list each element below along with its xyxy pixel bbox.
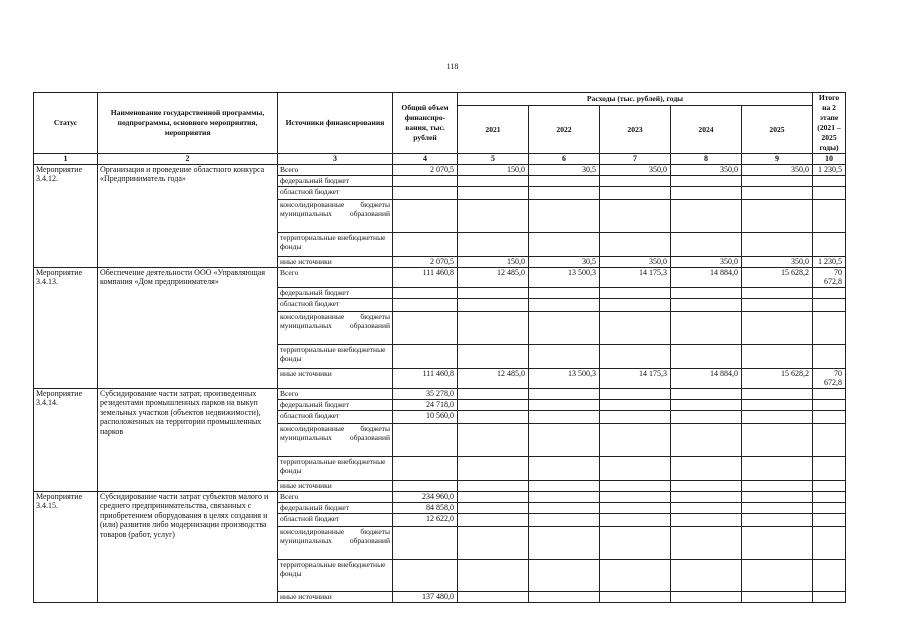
- header-year: 2025: [742, 106, 813, 154]
- itogo-cell: 70 672,8: [813, 368, 846, 388]
- year-value-cell: [742, 480, 813, 491]
- year-value-cell: [671, 388, 742, 399]
- page-number: 118: [446, 62, 459, 71]
- year-value-cell: [671, 513, 742, 526]
- year-value-cell: 150,0: [458, 164, 529, 175]
- source-cell: территориальные внебюджетные фонды: [278, 456, 393, 480]
- itogo-cell: [813, 199, 846, 232]
- col-number: 6: [529, 154, 600, 165]
- year-value-cell: [671, 399, 742, 410]
- year-value-cell: [742, 232, 813, 256]
- year-value-cell: [458, 199, 529, 232]
- year-value-cell: [458, 456, 529, 480]
- year-value-cell: [529, 232, 600, 256]
- year-value-cell: [671, 199, 742, 232]
- source-cell: федеральный бюджет: [278, 399, 393, 410]
- year-value-cell: [671, 287, 742, 298]
- itogo-cell: [813, 344, 846, 368]
- header-sources: Источники финансирования: [278, 93, 393, 154]
- total-cell: [393, 423, 458, 456]
- source-cell: федеральный бюджет: [278, 287, 393, 298]
- year-value-cell: [742, 456, 813, 480]
- year-value-cell: 350,0: [742, 164, 813, 175]
- year-value-cell: [742, 502, 813, 513]
- itogo-cell: [813, 399, 846, 410]
- year-value-cell: [671, 232, 742, 256]
- year-value-cell: [458, 344, 529, 368]
- year-value-cell: [600, 311, 671, 344]
- total-cell: 137 480,0: [393, 591, 458, 602]
- year-value-cell: [671, 591, 742, 602]
- year-value-cell: [742, 410, 813, 423]
- source-cell: федеральный бюджет: [278, 502, 393, 513]
- table-body: [34, 154, 846, 603]
- year-value-cell: [742, 388, 813, 399]
- header-expenses: Расходы (тыс. рублей), годы: [458, 93, 813, 106]
- total-cell: [393, 559, 458, 591]
- year-value-cell: [529, 186, 600, 199]
- source-cell: иные источники: [278, 480, 393, 491]
- source-cell: федеральный бюджет: [278, 175, 393, 186]
- event-name-cell: Обеспечение деятельности ООО «Управляющая компания «Дом предпринимателя»: [98, 267, 278, 388]
- year-value-cell: [600, 423, 671, 456]
- year-value-cell: [600, 502, 671, 513]
- itogo-cell: [813, 559, 846, 591]
- source-cell: областной бюджет: [278, 410, 393, 423]
- year-value-cell: [529, 423, 600, 456]
- year-value-cell: 14 884,0: [671, 267, 742, 287]
- source-cell: иные источники: [278, 368, 393, 388]
- event-name-cell: Субсидирование части затрат субъектов малого и среднего предпринимательства, связанных с приобретением оборудования в целях создания и (или) развития либо модернизации производства товаров (работ, услуг): [98, 491, 278, 602]
- year-value-cell: [600, 559, 671, 591]
- year-value-cell: [600, 399, 671, 410]
- col-number: 9: [742, 154, 813, 165]
- col-number: 7: [600, 154, 671, 165]
- event-name-cell: Организация и проведение областного конкурса «Предприниматель года»: [98, 164, 278, 267]
- table-row: [34, 267, 846, 287]
- col-number: 2: [98, 154, 278, 165]
- year-value-cell: [671, 559, 742, 591]
- year-value-cell: [458, 591, 529, 602]
- financing-table: [33, 92, 846, 603]
- table-row: [34, 491, 846, 502]
- year-value-cell: [458, 298, 529, 311]
- source-cell: консолидированные бюджеты муниципальных образований: [278, 311, 393, 344]
- source-cell: иные источники: [278, 591, 393, 602]
- year-value-cell: [529, 502, 600, 513]
- header-name: Наименование государственной программы, подпрограммы, основного мероприятия, мероприятия: [98, 93, 278, 154]
- year-value-cell: 350,0: [671, 256, 742, 267]
- source-cell: областной бюджет: [278, 298, 393, 311]
- year-value-cell: [529, 388, 600, 399]
- year-value-cell: 13 500,3: [529, 368, 600, 388]
- itogo-cell: [813, 186, 846, 199]
- year-value-cell: [458, 175, 529, 186]
- year-value-cell: [458, 423, 529, 456]
- total-cell: 234 960,0: [393, 491, 458, 502]
- total-cell: 2 070,5: [393, 256, 458, 267]
- col-number: 10: [813, 154, 846, 165]
- total-cell: [393, 456, 458, 480]
- itogo-cell: [813, 410, 846, 423]
- year-value-cell: [671, 423, 742, 456]
- itogo-cell: [813, 480, 846, 491]
- year-value-cell: [458, 480, 529, 491]
- year-value-cell: 12 485,0: [458, 267, 529, 287]
- year-value-cell: [742, 559, 813, 591]
- total-cell: 12 622,0: [393, 513, 458, 526]
- itogo-cell: 1 230,5: [813, 256, 846, 267]
- itogo-cell: [813, 591, 846, 602]
- source-cell: областной бюджет: [278, 513, 393, 526]
- total-cell: 35 278,0: [393, 388, 458, 399]
- itogo-cell: [813, 526, 846, 559]
- itogo-cell: [813, 311, 846, 344]
- total-cell: [393, 175, 458, 186]
- year-value-cell: [742, 199, 813, 232]
- year-value-cell: 15 628,2: [742, 267, 813, 287]
- status-cell: Мероприятие 3.4.15.: [34, 491, 98, 602]
- total-cell: 84 858,0: [393, 502, 458, 513]
- col-number: 1: [34, 154, 98, 165]
- table-row: [34, 388, 846, 399]
- itogo-cell: [813, 388, 846, 399]
- year-value-cell: [458, 502, 529, 513]
- source-cell: Всего: [278, 267, 393, 287]
- year-value-cell: [458, 513, 529, 526]
- year-value-cell: [742, 491, 813, 502]
- year-value-cell: [458, 311, 529, 344]
- year-value-cell: [671, 491, 742, 502]
- year-value-cell: 14 175,3: [600, 267, 671, 287]
- itogo-cell: [813, 232, 846, 256]
- year-value-cell: 350,0: [600, 164, 671, 175]
- year-value-cell: [600, 298, 671, 311]
- year-value-cell: [458, 491, 529, 502]
- year-value-cell: [600, 344, 671, 368]
- itogo-cell: 70 672,8: [813, 267, 846, 287]
- year-value-cell: [529, 513, 600, 526]
- source-cell: Всего: [278, 491, 393, 502]
- itogo-cell: [813, 298, 846, 311]
- year-value-cell: [529, 591, 600, 602]
- year-value-cell: [742, 311, 813, 344]
- total-cell: [393, 287, 458, 298]
- year-value-cell: [600, 591, 671, 602]
- source-cell: консолидированные бюджеты муниципальных образований: [278, 526, 393, 559]
- year-value-cell: [529, 491, 600, 502]
- year-value-cell: [600, 480, 671, 491]
- year-value-cell: [742, 186, 813, 199]
- total-cell: [393, 186, 458, 199]
- year-value-cell: [458, 559, 529, 591]
- year-value-cell: [529, 199, 600, 232]
- year-value-cell: 30,5: [529, 256, 600, 267]
- year-value-cell: [600, 513, 671, 526]
- year-value-cell: 350,0: [600, 256, 671, 267]
- year-value-cell: 30,5: [529, 164, 600, 175]
- year-value-cell: [529, 287, 600, 298]
- source-cell: областной бюджет: [278, 186, 393, 199]
- year-value-cell: [458, 186, 529, 199]
- total-cell: 2 070,5: [393, 164, 458, 175]
- source-cell: консолидированные бюджеты муниципальных образований: [278, 423, 393, 456]
- year-value-cell: [742, 399, 813, 410]
- year-value-cell: [529, 456, 600, 480]
- year-value-cell: [671, 175, 742, 186]
- event-name-cell: Субсидирование части затрат, произведенных резидентами промышленных парков на выкуп земельных участков (объектов недвижимости), расположенных на территории промышленных парков: [98, 388, 278, 491]
- year-value-cell: [671, 410, 742, 423]
- source-cell: иные источники: [278, 256, 393, 267]
- header-year: 2022: [529, 106, 600, 154]
- total-cell: 10 560,0: [393, 410, 458, 423]
- year-value-cell: [529, 311, 600, 344]
- year-value-cell: [600, 287, 671, 298]
- year-value-cell: [671, 526, 742, 559]
- year-value-cell: [529, 410, 600, 423]
- year-value-cell: [458, 232, 529, 256]
- total-cell: [393, 199, 458, 232]
- year-value-cell: [671, 298, 742, 311]
- year-value-cell: [529, 480, 600, 491]
- total-cell: [393, 311, 458, 344]
- status-cell: Мероприятие 3.4.13.: [34, 267, 98, 388]
- year-value-cell: [671, 311, 742, 344]
- itogo-cell: [813, 491, 846, 502]
- itogo-cell: 1 230,5: [813, 164, 846, 175]
- year-value-cell: [742, 287, 813, 298]
- source-cell: Всего: [278, 388, 393, 399]
- year-value-cell: 13 500,3: [529, 267, 600, 287]
- table-row: [34, 164, 846, 175]
- year-value-cell: [671, 502, 742, 513]
- total-cell: [393, 344, 458, 368]
- year-value-cell: [742, 298, 813, 311]
- itogo-cell: [813, 175, 846, 186]
- year-value-cell: 350,0: [671, 164, 742, 175]
- year-value-cell: [458, 287, 529, 298]
- header-year: 2023: [600, 106, 671, 154]
- total-cell: [393, 232, 458, 256]
- header-total: Общий объем финансиро-вания, тыс. рублей: [393, 93, 458, 154]
- status-cell: Мероприятие 3.4.12.: [34, 164, 98, 267]
- year-value-cell: [671, 480, 742, 491]
- year-value-cell: 14 175,3: [600, 368, 671, 388]
- year-value-cell: 350,0: [742, 256, 813, 267]
- header-year: 2024: [671, 106, 742, 154]
- year-value-cell: [742, 526, 813, 559]
- year-value-cell: [458, 526, 529, 559]
- total-cell: 111 460,8: [393, 267, 458, 287]
- year-value-cell: 15 628,2: [742, 368, 813, 388]
- year-value-cell: 12 485,0: [458, 368, 529, 388]
- year-value-cell: [742, 344, 813, 368]
- source-cell: территориальные внебюджетные фонды: [278, 344, 393, 368]
- header-itogo: Итого на 2 этапе (2021 – 2025 годы): [813, 93, 846, 154]
- column-number-row: [34, 154, 846, 165]
- year-value-cell: [600, 175, 671, 186]
- year-value-cell: [458, 399, 529, 410]
- year-value-cell: [671, 344, 742, 368]
- year-value-cell: [600, 491, 671, 502]
- total-cell: [393, 526, 458, 559]
- itogo-cell: [813, 287, 846, 298]
- year-value-cell: 150,0: [458, 256, 529, 267]
- header-status: Статус: [34, 93, 98, 154]
- itogo-cell: [813, 456, 846, 480]
- year-value-cell: [671, 186, 742, 199]
- year-value-cell: 14 884,0: [671, 368, 742, 388]
- source-cell: консолидированные бюджеты муниципальных образований: [278, 199, 393, 232]
- header-year: 2021: [458, 106, 529, 154]
- col-number: 4: [393, 154, 458, 165]
- year-value-cell: [529, 175, 600, 186]
- year-value-cell: [671, 456, 742, 480]
- year-value-cell: [600, 232, 671, 256]
- year-value-cell: [458, 388, 529, 399]
- year-value-cell: [600, 199, 671, 232]
- col-number: 8: [671, 154, 742, 165]
- itogo-cell: [813, 502, 846, 513]
- status-cell: Мероприятие 3.4.14.: [34, 388, 98, 491]
- year-value-cell: [600, 186, 671, 199]
- itogo-cell: [813, 513, 846, 526]
- year-value-cell: [529, 526, 600, 559]
- total-cell: [393, 480, 458, 491]
- year-value-cell: [600, 456, 671, 480]
- year-value-cell: [600, 410, 671, 423]
- year-value-cell: [600, 388, 671, 399]
- year-value-cell: [742, 175, 813, 186]
- year-value-cell: [529, 399, 600, 410]
- total-cell: 24 718,0: [393, 399, 458, 410]
- year-value-cell: [742, 513, 813, 526]
- year-value-cell: [600, 526, 671, 559]
- source-cell: территориальные внебюджетные фонды: [278, 559, 393, 591]
- year-value-cell: [742, 423, 813, 456]
- year-value-cell: [529, 344, 600, 368]
- source-cell: Всего: [278, 164, 393, 175]
- year-value-cell: [529, 298, 600, 311]
- year-value-cell: [458, 410, 529, 423]
- year-value-cell: [529, 559, 600, 591]
- total-cell: 111 460,8: [393, 368, 458, 388]
- itogo-cell: [813, 423, 846, 456]
- col-number: 3: [278, 154, 393, 165]
- year-value-cell: [742, 591, 813, 602]
- total-cell: [393, 298, 458, 311]
- source-cell: территориальные внебюджетные фонды: [278, 232, 393, 256]
- col-number: 5: [458, 154, 529, 165]
